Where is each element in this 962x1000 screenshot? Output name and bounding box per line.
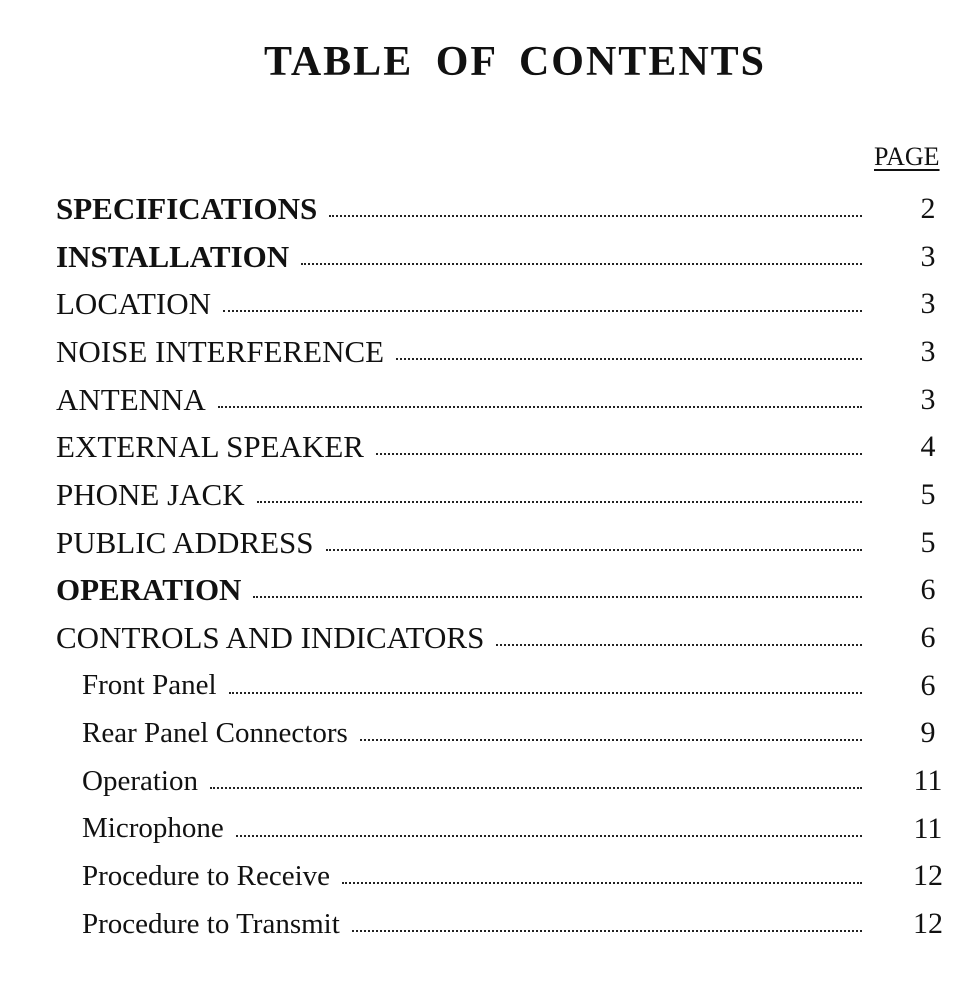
toc-entry-front-panel[interactable] [56,662,948,710]
toc-entry-label: SPECIFICATIONS [56,191,329,227]
toc-entry-external-speaker[interactable] [56,423,948,471]
toc-entry-label: Rear Panel Connectors [82,717,360,750]
toc-entry-page: 6 [920,621,936,655]
toc-entry-label: NOISE INTERFERENCE [56,334,396,370]
dot-leader [253,596,862,598]
toc-entry-page: 3 [920,334,936,368]
toc-entry-page: 6 [920,573,936,607]
toc-entry-page: 11 [913,811,943,845]
toc-entry-label: PUBLIC ADDRESS [56,525,326,561]
toc-entry-page: 9 [920,716,936,750]
toc-entry-page: 3 [920,239,936,273]
dot-leader [360,739,862,741]
toc-entry-operation-sub[interactable] [56,757,948,805]
toc-entry-page: 11 [913,764,943,798]
dot-leader [496,644,862,646]
toc-entry-operation-section[interactable] [56,567,948,615]
toc-entry-page: 12 [913,859,943,893]
toc-entry-phone-jack[interactable] [56,471,948,519]
dot-leader [396,358,862,360]
toc-entry-label: Operation [82,765,210,798]
toc-entry-antenna[interactable] [56,376,948,424]
toc-entry-label: Procedure to Transmit [82,908,352,941]
dot-leader [223,310,862,312]
toc-entry-label: OPERATION [56,572,253,608]
toc-entry-specifications[interactable] [56,185,948,233]
dot-leader [229,692,862,694]
toc-entry-page: 12 [913,907,943,941]
dot-leader [218,406,862,408]
toc-entry-page: 4 [920,430,936,464]
toc-entry-page: 6 [920,668,936,702]
dot-leader [376,453,862,455]
toc-entry-rear-panel-connectors[interactable] [56,710,948,758]
toc-entry-microphone[interactable] [56,805,948,853]
toc-entry-label: ANTENNA [56,382,218,418]
toc-entry-label: INSTALLATION [56,239,301,275]
page-title: TABLE OF CONTENTS [263,39,767,85]
toc-entry-label: Front Panel [82,669,229,702]
dot-leader [352,930,862,932]
dot-leader [301,263,862,265]
toc-entry-label: PHONE JACK [56,477,257,513]
toc-entry-label: Microphone [82,812,236,845]
toc-entry-location[interactable] [56,280,948,328]
toc-entry-procedure-to-transmit[interactable] [56,900,948,948]
toc-entry-public-address[interactable] [56,519,948,567]
toc-entry-page: 3 [920,287,936,321]
toc-entry-installation[interactable] [56,233,948,281]
dot-leader [329,215,862,217]
toc-entry-controls-and-indicators[interactable] [56,614,948,662]
toc-entry-page: 3 [920,382,936,416]
dot-leader [236,835,862,837]
toc-entry-page: 2 [920,191,936,225]
toc-list [56,185,948,948]
page-column-header: PAGE [874,142,940,171]
dot-leader [326,549,862,551]
toc-entry-page: 5 [920,477,936,511]
toc-entry-procedure-to-receive[interactable] [56,853,948,901]
toc-entry-label: LOCATION [56,286,223,322]
toc-entry-noise-interference[interactable] [56,328,948,376]
toc-entry-page: 5 [920,525,936,559]
toc-entry-label: CONTROLS AND INDICATORS [56,620,496,656]
dot-leader [342,882,862,884]
dot-leader [210,787,862,789]
toc-entry-label: Procedure to Receive [82,860,342,893]
toc-entry-label: EXTERNAL SPEAKER [56,429,376,465]
dot-leader [257,501,862,503]
